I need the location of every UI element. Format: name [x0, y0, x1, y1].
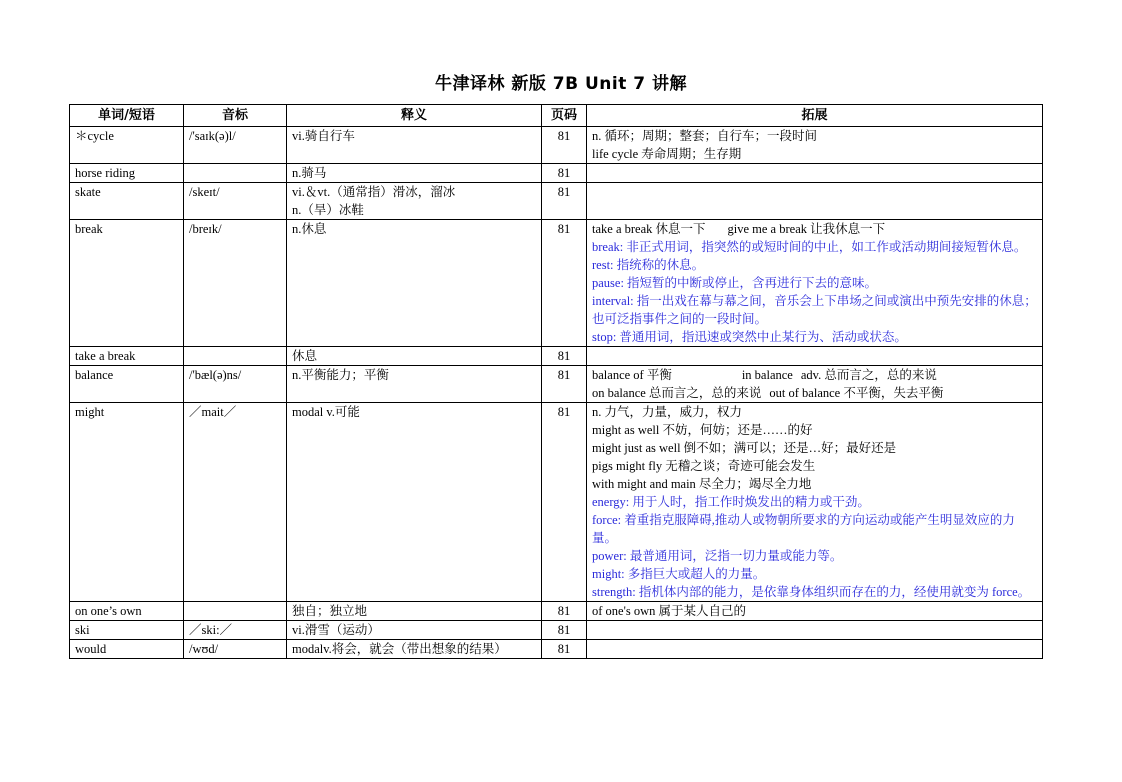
- meaning-line: vi.滑雪（运动）: [292, 623, 380, 637]
- meaning-line: n.平衡能力；平衡: [292, 368, 389, 382]
- meaning-cell: [287, 403, 542, 602]
- extension-line: might just as well 倒不如；满可以；还是…好；最好还是: [592, 441, 897, 455]
- extension-line: [592, 366, 1037, 384]
- phonetic-cell: ／ski:／: [184, 621, 287, 640]
- phonetic-cell: /skeɪt/: [184, 183, 287, 220]
- vocab-table: [69, 104, 1043, 659]
- header-phonetic: 音标: [184, 105, 287, 127]
- word-cell: skate: [70, 183, 184, 220]
- extension-cell: [587, 347, 1043, 366]
- extension-line: life cycle 寿命周期；生存期: [592, 147, 742, 161]
- synonym-note: might: 多指巨大或超人的力量。: [592, 567, 766, 581]
- page-cell: 81: [542, 602, 587, 621]
- meaning-cell: [287, 183, 542, 220]
- extension-line: of one's own 属于某人自己的: [592, 604, 746, 618]
- page-cell: 81: [542, 127, 587, 164]
- word-cell: balance: [70, 366, 184, 403]
- table-row: [70, 183, 1043, 220]
- extension-cell: [587, 403, 1043, 602]
- page-cell: 81: [542, 220, 587, 347]
- page-cell: 81: [542, 164, 587, 183]
- extension-phrase: out of balance 不平衡，失去平衡: [769, 386, 944, 400]
- extension-line: might as well 不妨，何妨；还是……的好: [592, 423, 813, 437]
- table-header-row: [70, 105, 1043, 127]
- extension-line: with might and main 尽全力；竭尽全力地: [592, 477, 812, 491]
- extension-cell: [587, 183, 1043, 220]
- phonetic-cell: [184, 602, 287, 621]
- table-row: [70, 347, 1043, 366]
- meaning-cell: [287, 366, 542, 403]
- page-cell: 81: [542, 403, 587, 602]
- phonetic-cell: /breɪk/: [184, 220, 287, 347]
- meaning-cell: [287, 164, 542, 183]
- synonym-note: break: 非正式用词，指突然的或短时间的中止，如工作或活动期间接短暂休息。: [592, 240, 1027, 254]
- page-title: 牛津译林 新版 7B Unit 7 讲解: [434, 74, 688, 94]
- meaning-cell: [287, 220, 542, 347]
- synonym-note: rest: 指统称的休息。: [592, 258, 705, 272]
- extension-line: [592, 220, 1037, 238]
- word-cell: take a break: [70, 347, 184, 366]
- extension-cell: [587, 640, 1043, 659]
- meaning-line: vi.＆vt.（通常指）滑冰，溜冰: [292, 185, 456, 199]
- meaning-cell: [287, 602, 542, 621]
- synonym-note: power: 最普通用词，泛指一切力量或能力等。: [592, 549, 843, 563]
- page-cell: 81: [542, 183, 587, 220]
- meaning-cell: [287, 127, 542, 164]
- word-cell: would: [70, 640, 184, 659]
- synonym-note: energy: 用于人时，指工作时焕发出的精力或干劲。: [592, 495, 870, 509]
- word-cell: horse riding: [70, 164, 184, 183]
- table-row: [70, 602, 1043, 621]
- page-cell: 81: [542, 347, 587, 366]
- meaning-line: modal v.可能: [292, 405, 360, 419]
- table-row: [70, 640, 1043, 659]
- phonetic-cell: /'bæl(ə)ns/: [184, 366, 287, 403]
- word-cell: break: [70, 220, 184, 347]
- extension-cell: [587, 602, 1043, 621]
- table-row: [70, 127, 1043, 164]
- page-cell: 81: [542, 366, 587, 403]
- phonetic-cell: /'saɪk(ə)l/: [184, 127, 287, 164]
- extension-line: pigs might fly 无稽之谈；奇迹可能会发生: [592, 459, 816, 473]
- phonetic-cell: /wʊd/: [184, 640, 287, 659]
- synonym-note: interval: 指一出戏在幕与幕之间，音乐会上下串场之间或演出中预先安排的休息；也可泛指事件之间的一段时间。: [592, 294, 1037, 326]
- word-cell: ＊cycle: [70, 127, 184, 164]
- table-row: [70, 403, 1043, 602]
- extension-phrase: give me a break 让我休息一下: [727, 222, 886, 236]
- extension-phrase: balance of 平衡: [592, 368, 672, 382]
- page-cell: 81: [542, 640, 587, 659]
- extension-line: n. 循环；周期；整套；自行车；一段时间: [592, 129, 818, 143]
- extension-line: n. 力气，力量，威力，权力: [592, 405, 743, 419]
- meaning-cell: [287, 347, 542, 366]
- phonetic-cell: [184, 347, 287, 366]
- meaning-line: vi.骑自行车: [292, 129, 355, 143]
- table-row: [70, 220, 1043, 347]
- header-meaning: 释义: [287, 105, 542, 127]
- word-cell: ski: [70, 621, 184, 640]
- header-extension: 拓展: [587, 105, 1043, 127]
- meaning-cell: [287, 621, 542, 640]
- word-cell: might: [70, 403, 184, 602]
- meaning-cell: [287, 640, 542, 659]
- extension-phrase: adv. 总而言之，总的来说: [800, 368, 937, 382]
- phonetic-cell: [184, 164, 287, 183]
- meaning-line: n.休息: [292, 222, 327, 236]
- extension-phrase: in balance: [741, 368, 793, 382]
- extension-cell: [587, 127, 1043, 164]
- table-row: [70, 366, 1043, 403]
- table-row: [70, 164, 1043, 183]
- extension-phrase: on balance 总而言之，总的来说: [592, 386, 762, 400]
- table-row: [70, 621, 1043, 640]
- meaning-line: modalv.将会，就会（带出想象的结果）: [292, 642, 507, 656]
- extension-cell: [587, 621, 1043, 640]
- meaning-line: 休息: [292, 349, 318, 363]
- meaning-line: 独自；独立地: [292, 604, 368, 618]
- page-cell: 81: [542, 621, 587, 640]
- synonym-note: stop: 普通用词，指迅速或突然中止某行为、活动或状态。: [592, 330, 907, 344]
- synonym-note: strength: 指机体内部的能力，是依靠身体组织而存在的力，经使用就变为 force。: [592, 585, 1031, 599]
- extension-cell: [587, 220, 1043, 347]
- extension-cell: [587, 366, 1043, 403]
- extension-phrase: take a break 休息一下: [592, 222, 706, 236]
- header-page: 页码: [542, 105, 587, 127]
- header-word: 单词/短语: [70, 105, 184, 127]
- phonetic-cell: ／mait／: [184, 403, 287, 602]
- synonym-note: pause: 指短暂的中断或停止，含再进行下去的意味。: [592, 276, 878, 290]
- word-cell: on one’s own: [70, 602, 184, 621]
- synonym-note: force: 着重指克服障碍,推动人或物朝所要求的方向运动或能产生明显效应的力量。: [592, 513, 1015, 545]
- meaning-line: n.（旱）冰鞋: [292, 203, 364, 217]
- extension-line: [592, 384, 1037, 402]
- meaning-line: n.骑马: [292, 166, 327, 180]
- extension-cell: [587, 164, 1043, 183]
